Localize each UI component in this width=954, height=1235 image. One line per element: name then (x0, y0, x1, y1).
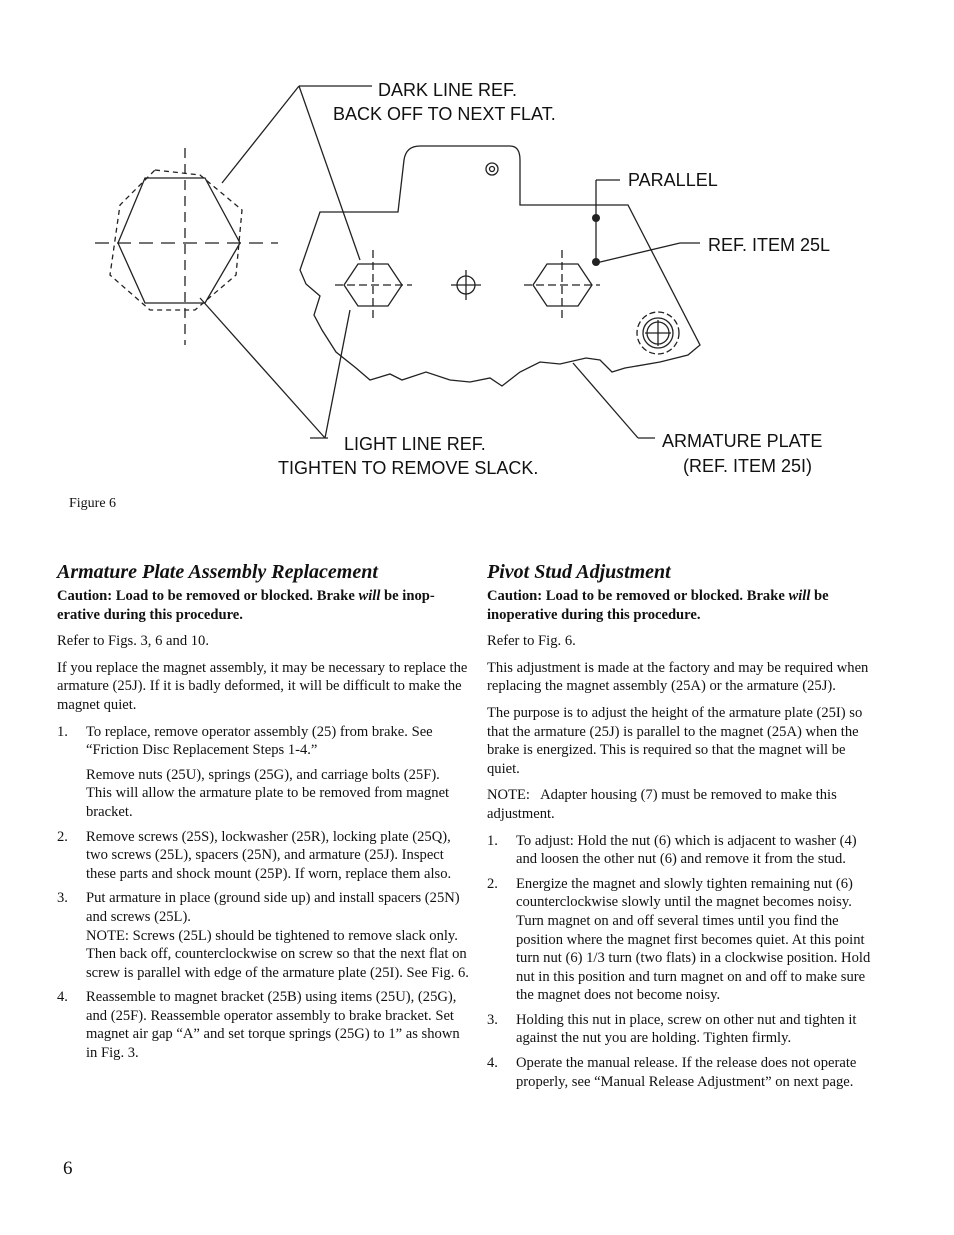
list-item: 2. Energize the magnet and slowly tighten remaining nut (6) counterclockwise slowly until the magnet becomes noisy. Turn magnet on and off several times until you find the position where the magnet first becomes quiet. At this point turn nut (6) 1/3 turn (two flats) in a clockwise position. Hold nut in this position and turn magnet on and off to make sure the magnet does not become noisy. (487, 875, 871, 1004)
label-armature-2: (REF. ITEM 25I) (683, 456, 813, 476)
list-item: 3. Holding this nut in place, screw on other nut and tighten it against the nut you are holding. Tighten firmly. (487, 1011, 857, 1047)
section-heading-armature: Armature Plate Assembly Replacement (57, 561, 378, 583)
right-column (487, 560, 879, 1097)
list-item: 1. To replace, remove operator assembly (25) from brake. See “Friction Disc Replacement Steps 1-4.” Remove nuts (25U), springs (25G), and carriage bolts (25F). This will allow the armature plate to be removed from magnet bracket. (57, 723, 450, 820)
refer-text: Refer to Fig. 6. (487, 633, 576, 650)
step-list (487, 832, 879, 1092)
note-text: NOTE: Adapter housing (7) must be removed to make this adjustment. (487, 787, 841, 822)
label-ref-item-25l: REF. ITEM 25L (708, 235, 831, 255)
top-hole (486, 163, 498, 175)
list-item: 4. Reassemble to magnet bracket (25B) using items (25U), (25G), and (25F). Reassemble operator assembly to brake bracket. Set magnet air gap “A” and set torque springs (25G) to 1” as shown in Fig. 3. (57, 989, 460, 1062)
step-list (57, 723, 469, 1063)
list-item: 2. Remove screws (25S), lockwasher (25R), locking plate (25Q), two screws (25L), spacers (25N), and armature (25J). Inspect these parts and shock mount (25P). If worn, replace them also. (57, 828, 452, 882)
large-hex-nut (118, 178, 240, 303)
paragraph: This adjustment is made at the factory and may be required when replacing the magnet assembly (25A) or the armature (25J). (487, 659, 869, 695)
left-column (57, 560, 469, 1069)
page-number: 6 (63, 1158, 73, 1179)
list-item: 1. To adjust: Hold the nut (6) which is adjacent to washer (4) and loosen the other nut (6) and remove it from the stud. (487, 832, 857, 868)
large-hex-nut-dashed (110, 170, 242, 310)
intro-paragraph: If you replace the magnet assembly, it may be necessary to replace the armature (25J). If it is badly deformed, it will be difficult to make the magnet quiet. (57, 659, 468, 713)
list-item: 3. Put armature in place (ground side up) and install spacers (25N) and screws (25L). NOTE: Screws (25L) should be tightened to remove slack only. Then back off, counterclockwise on screw so that the next flat on screw is parallel with edge of the armature plate (25I). See Fig. 6. (57, 890, 469, 981)
figure-caption: Figure 6 (69, 496, 117, 511)
list-item: 4. Operate the manual release. If the release does not operate properly, see “Manual Release Adjustment” on next page. (487, 1055, 857, 1090)
label-light-line-2: TIGHTEN TO REMOVE SLACK. (278, 458, 539, 478)
caution-text: Caution: Load to be removed or blocked. Brake will be inoperative during this procedure. (57, 588, 435, 623)
label-light-line-1: LIGHT LINE REF. (344, 434, 486, 454)
refer-text: Refer to Figs. 3, 6 and 10. (57, 633, 210, 650)
figure-6-diagram (80, 72, 880, 492)
label-parallel: PARALLEL (628, 170, 718, 190)
label-dark-line-1: DARK LINE REF. (378, 80, 518, 100)
paragraph: The purpose is to adjust the height of the armature plate (25I) so that the armature (25J) is parallel to the magnet (25A) when the brake is energized. This is required so that the magnet will be quiet. (487, 704, 863, 777)
label-armature-1: ARMATURE PLATE (662, 431, 823, 451)
label-dark-line-2: BACK OFF TO NEXT FLAT. (333, 104, 556, 124)
caution-text: Caution: Load to be removed or blocked. Brake will be inoperative during this procedure. (487, 588, 829, 623)
section-heading-pivot: Pivot Stud Adjustment (487, 561, 671, 583)
